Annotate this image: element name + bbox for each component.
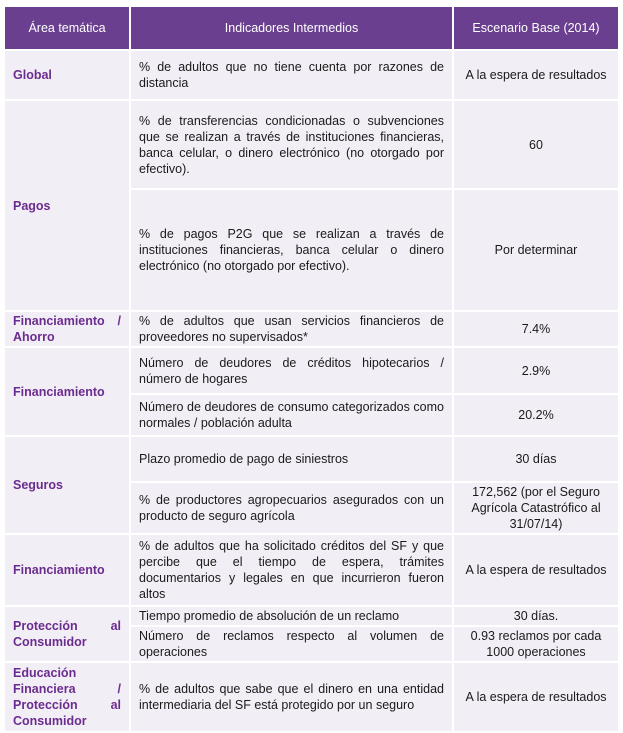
- table-row: [5, 312, 618, 346]
- indicator-cell: % de transferencias condicionadas o subvenciones que se realizan a través de instituciones financieras, banca celular, o dinero electrónico (no otorgado por efectivo).: [131, 101, 452, 188]
- baseline-cell: 30 días.: [454, 607, 618, 625]
- indicator-cell: Número de deudores de créditos hipotecarios / número de hogares: [131, 348, 452, 393]
- indicator-cell: Tiempo promedio de absolución de un reclamo: [131, 607, 452, 625]
- table-row: [5, 101, 618, 188]
- area-cell: Seguros: [5, 437, 129, 533]
- table-row: [5, 535, 618, 605]
- baseline-cell: 30 días: [454, 437, 618, 481]
- header-indicadores: Indicadores Intermedios: [131, 7, 452, 49]
- indicators-table: [3, 5, 620, 733]
- area-cell: Protección al Consumidor: [5, 607, 129, 661]
- area-cell: Financiamiento: [5, 348, 129, 435]
- table-row: [5, 51, 618, 99]
- area-cell: Educación Financiera / Protección al Consumidor: [5, 663, 129, 731]
- header-escenario: Escenario Base (2014): [454, 7, 618, 49]
- header-row: [5, 7, 618, 49]
- indicator-cell: % de adultos que usan servicios financieros de proveedores no supervisados*: [131, 312, 452, 346]
- indicator-cell: Número de deudores de consumo categorizados como normales / población adulta: [131, 395, 452, 435]
- baseline-cell: A la espera de resultados: [454, 663, 618, 731]
- table-row: [5, 607, 618, 625]
- area-cell: Pagos: [5, 101, 129, 310]
- baseline-cell: Por determinar: [454, 190, 618, 310]
- indicator-cell: % de pagos P2G que se realizan a través de instituciones financieras, banca celular o dinero electrónico (no otorgado por efectivo).: [131, 190, 452, 310]
- baseline-cell: 7.4%: [454, 312, 618, 346]
- indicator-cell: % de adultos que no tiene cuenta por razones de distancia: [131, 51, 452, 99]
- indicator-cell: Plazo promedio de pago de siniestros: [131, 437, 452, 481]
- table-row: [5, 663, 618, 731]
- baseline-cell: 60: [454, 101, 618, 188]
- area-cell: Financiamiento / Ahorro: [5, 312, 129, 346]
- area-cell: Financiamiento: [5, 535, 129, 605]
- indicator-cell: % de adultos que sabe que el dinero en una entidad intermediaria del SF está protegido por un seguro: [131, 663, 452, 731]
- indicator-cell: % de adultos que ha solicitado créditos del SF y que percibe que el tiempo de espera, trámites documentarios y legales en que incurrieron fueron altos: [131, 535, 452, 605]
- area-cell: Global: [5, 51, 129, 99]
- indicator-cell: Número de reclamos respecto al volumen de operaciones: [131, 627, 452, 661]
- baseline-cell: 20.2%: [454, 395, 618, 435]
- table-row: [5, 437, 618, 481]
- baseline-cell: A la espera de resultados: [454, 51, 618, 99]
- baseline-cell: 2.9%: [454, 348, 618, 393]
- baseline-cell: A la espera de resultados: [454, 535, 618, 605]
- baseline-cell: 0.93 reclamos por cada 1000 operaciones: [454, 627, 618, 661]
- header-area: Área temática: [5, 7, 129, 49]
- table-row: [5, 348, 618, 393]
- baseline-cell: 172,562 (por el Seguro Agrícola Catastrófico al 31/07/14): [454, 483, 618, 533]
- indicator-cell: % de productores agropecuarios asegurados con un producto de seguro agrícola: [131, 483, 452, 533]
